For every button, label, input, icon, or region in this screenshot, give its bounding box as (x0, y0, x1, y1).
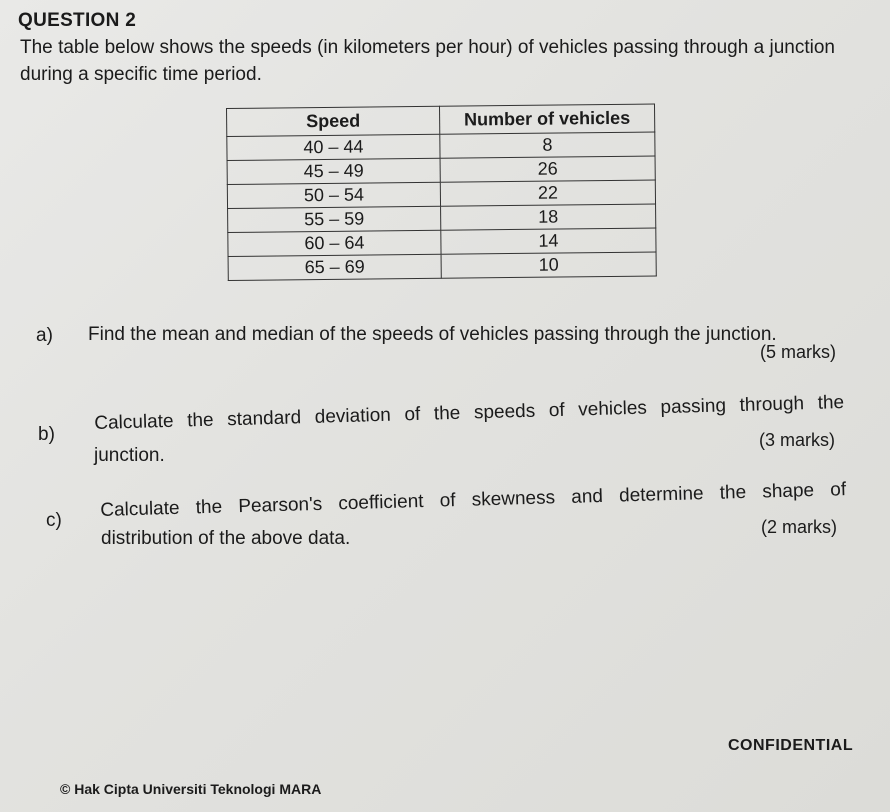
table-row (228, 252, 656, 280)
speed-cell: 45 – 49 (227, 158, 440, 184)
speed-cell: 40 – 44 (227, 134, 440, 160)
count-cell: 10 (441, 252, 656, 278)
part-a-label: a) (36, 325, 53, 346)
part-b-line2: junction. (94, 445, 165, 466)
part-c-marks: (2 marks) (761, 517, 837, 537)
part-b-question (94, 389, 844, 437)
question-heading: QUESTION 2 (18, 10, 137, 31)
count-cell: 14 (441, 228, 656, 254)
column-header-vehicles: Number of vehicles (439, 104, 654, 134)
part-a-text: Find the mean and median of the speeds of vehicles passing through the junction. (88, 324, 777, 345)
count-cell: 26 (440, 156, 655, 182)
speed-cell: 60 – 64 (228, 230, 441, 256)
part-b-marks: (3 marks) (759, 430, 835, 450)
confidential-label: CONFIDENTIAL (728, 737, 854, 754)
copyright-notice: © Hak Cipta Universiti Teknologi MARA (60, 781, 322, 797)
table-header-row (227, 104, 655, 136)
question-intro: The table below shows the speeds (in kilometers per hour) of vehicles passing through a junction during a specific time period. (20, 37, 835, 85)
speed-frequency-table (226, 104, 657, 281)
part-c-line2: distribution of the above data. (101, 528, 351, 549)
count-cell: 18 (441, 204, 656, 230)
column-header-speed: Speed (227, 106, 440, 136)
speed-cell: 50 – 54 (227, 182, 440, 208)
speed-cell: 55 – 59 (228, 206, 441, 232)
part-a-marks: (5 marks) (760, 342, 836, 362)
part-b-line1: Calculate the standard deviation of the speeds of vehicles passing through the (94, 392, 845, 434)
part-c-label: c) (46, 510, 62, 531)
part-b-label: b) (38, 424, 55, 445)
part-c-line1: Calculate the Pearson's coefficient of skewness and determine the shape of (100, 479, 847, 521)
count-cell: 22 (440, 180, 655, 206)
count-cell: 8 (440, 132, 655, 158)
part-c-question (100, 476, 846, 524)
speed-cell: 65 – 69 (228, 254, 441, 280)
